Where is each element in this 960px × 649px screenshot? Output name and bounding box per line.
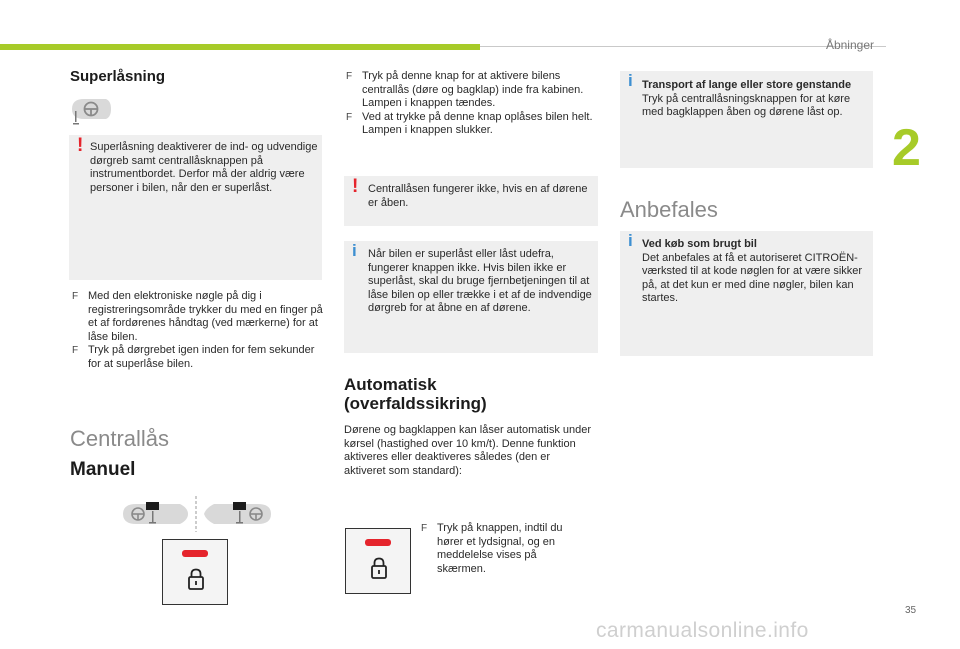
superlocking-warning <box>69 135 322 280</box>
info-icon: i <box>628 71 633 90</box>
info-text <box>642 79 868 120</box>
warning-icon: ! <box>352 176 359 197</box>
list-item-text: Med den elektroniske nøgle på dig i registreringsområde trykker du med en finger på et af fordørenes håndtag (ved mærkerne) for at låse bilen. <box>88 290 323 343</box>
chapter-title: Åbninger <box>825 38 874 52</box>
manual-heading: Manuel <box>70 459 136 480</box>
bullet-icon: F <box>72 345 79 357</box>
central-lock-info <box>344 241 598 353</box>
transport-info <box>620 71 873 168</box>
header-accent-bar <box>0 44 480 50</box>
heading-line: (overfaldssikring) <box>344 394 487 413</box>
info-title: Transport af lange eller store genstande <box>642 79 852 91</box>
list-item <box>70 290 323 344</box>
info-text: Når bilen er superlåst eller låst udefra, fungerer knappen ikke. Hvis bilen ikke er superlåst, skal du bruge fjernbetjeningen til at låse bilen op eller trække i et af de indvendige dørgreb for at åbne en af dørene. <box>368 248 592 315</box>
list-item <box>344 70 597 111</box>
bullet-icon: F <box>72 291 79 302</box>
list-item <box>70 344 323 371</box>
watermark: carmanualsonline.info <box>596 619 809 642</box>
list-item-text: Tryk på dørgrebet igen inden for fem sekunder for at superlåse bilen. <box>88 344 315 370</box>
bullet-icon: F <box>346 111 353 123</box>
padlock-icon <box>371 557 387 579</box>
list-item-text: Tryk på denne knap for at aktivere bilens centrallås (døre og bagklap) inde fra kabinen. Lampen i knappen tændes. <box>362 70 584 110</box>
key-touch-icon <box>70 97 112 129</box>
list-item <box>344 111 597 138</box>
central-lock-warning <box>344 176 598 226</box>
central-locking-heading: Centrallås <box>70 426 170 451</box>
used-car-info <box>620 231 873 356</box>
chapter-number: 2 <box>892 119 921 177</box>
door-handle-diagram <box>118 494 278 534</box>
warning-icon: ! <box>77 135 84 156</box>
list-item-text: Tryk på knappen, indtil du hører et lydsignal, og en meddelelse vises på skærmen. <box>437 522 563 575</box>
warning-text: Superlåsning deaktiverer de ind- og udvendige dørgreb samt centrallåsknappen på instrumentbordet. Derfor må der aldrig være personer i bilen, når den er superlåst. <box>90 141 318 194</box>
central-lock-button-illustration <box>162 539 228 605</box>
auto-lock-button-illustration <box>345 528 411 594</box>
info-title: Ved køb som brugt bil <box>642 238 757 250</box>
info-icon: i <box>352 241 357 260</box>
bullet-icon: F <box>346 71 353 82</box>
superlocking-heading: Superlåsning <box>70 68 166 85</box>
list-item-text: Ved at trykke på denne knap oplåses bilen helt. Lampen i knappen slukker. <box>362 110 593 137</box>
auto-lock-paragraph: Dørene og bagklappen kan låser automatisk under kørsel (hastighed over 10 km/t). Denne funktion aktiveres eller deaktiveres således (den er aktiveret som standard): <box>344 424 592 477</box>
auto-lock-heading <box>344 375 487 413</box>
padlock-icon <box>188 568 204 590</box>
info-body: Det anbefales at få et autoriseret CITROËN-værksted til at kode nøglen for at være sikker på, at det kun er med dine nøgler, bilen kan startes. <box>642 251 863 305</box>
page-number: 35 <box>905 605 917 616</box>
bullet-icon: F <box>421 523 428 534</box>
info-text <box>642 238 868 306</box>
indicator-lamp <box>182 550 208 557</box>
superlocking-steps <box>70 290 323 372</box>
heading-line: Automatisk <box>344 375 437 394</box>
warning-text: Centrallåsen fungerer ikke, hvis en af dørene er åben. <box>368 183 588 209</box>
info-icon: i <box>628 231 633 250</box>
info-body: Tryk på centrallåsningsknappen for at køre med bagklappen åben og dørene låst op. <box>642 92 851 119</box>
central-lock-steps <box>344 70 597 138</box>
list-item <box>419 522 579 576</box>
recommendations-heading: Anbefales <box>620 197 718 222</box>
indicator-lamp <box>365 539 391 546</box>
auto-lock-step <box>419 522 579 576</box>
